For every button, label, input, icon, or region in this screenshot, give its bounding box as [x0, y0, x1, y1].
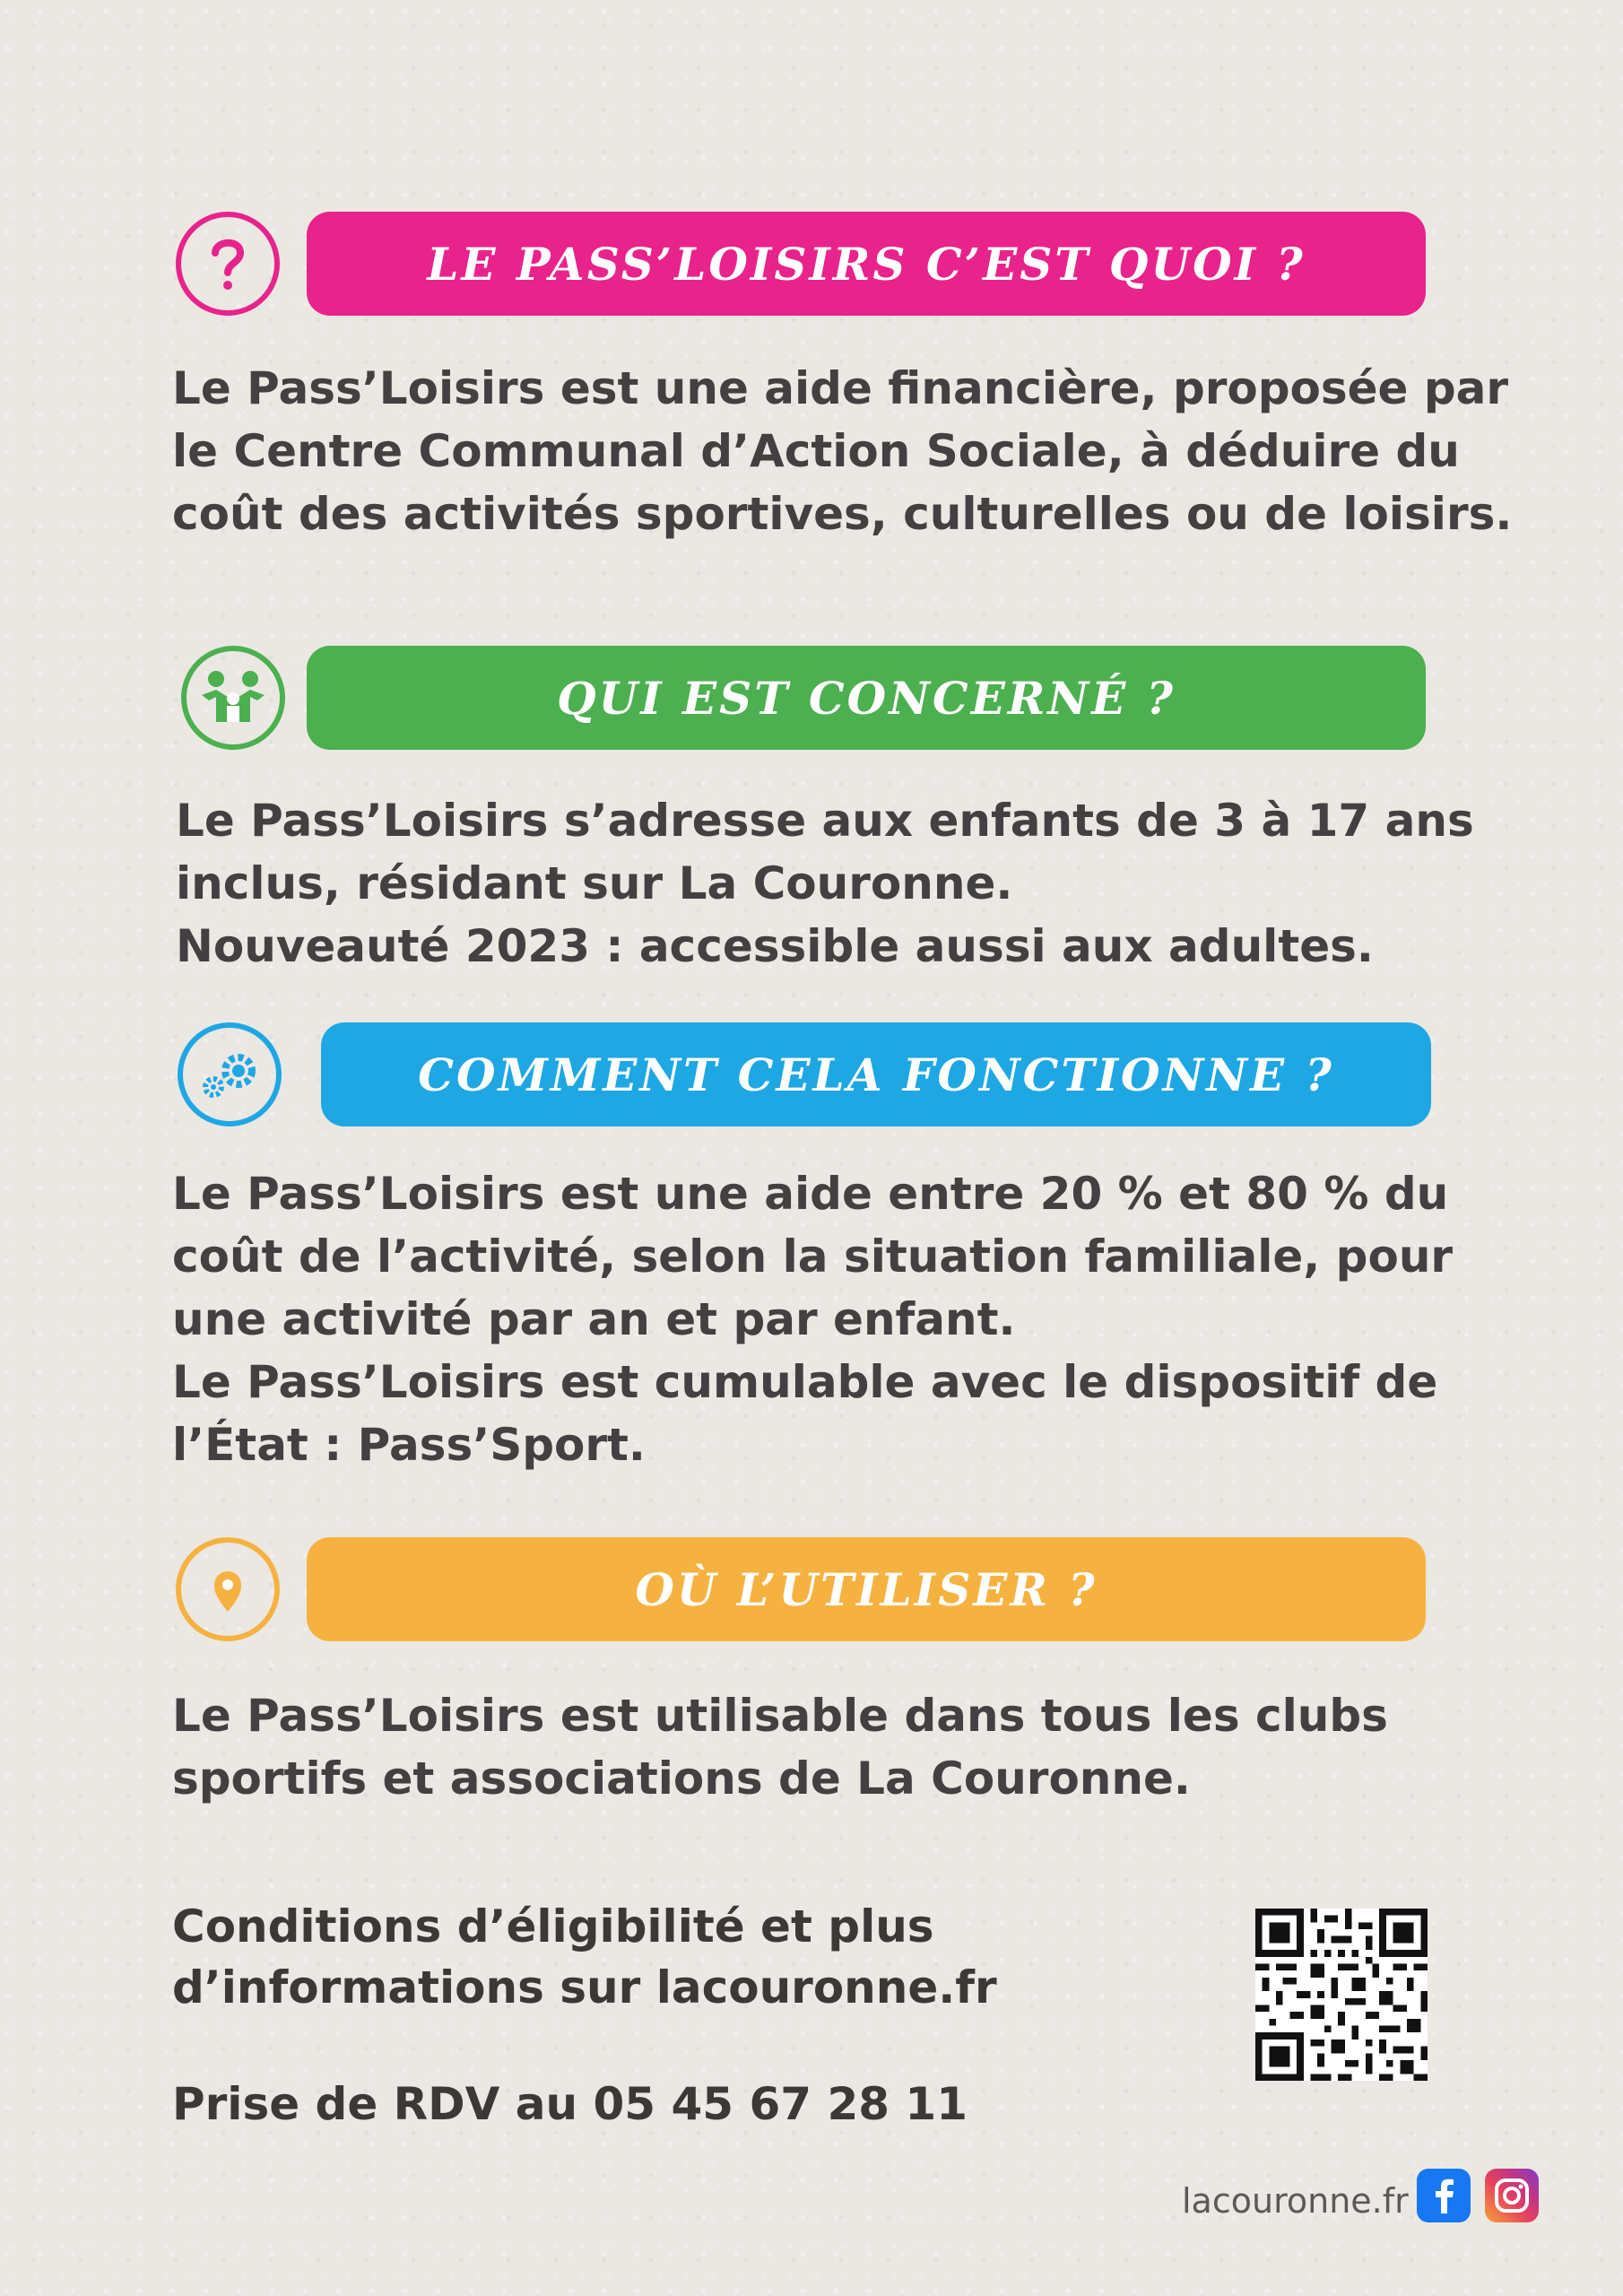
text-line: l’État : Pass’Sport. [172, 1419, 646, 1471]
text-line: sportifs et associations de La Couronne. [172, 1752, 1191, 1805]
text-line: le Centre Communal d’Action Sociale, à déduire du [172, 425, 1460, 477]
appointment-phone: Prise de RDV au 05 45 67 28 11 [172, 2078, 968, 2130]
question-mark-icon [192, 228, 264, 300]
text-line: Le Pass’Loisirs est cumulable avec le dispositif de [172, 1356, 1438, 1408]
text-line: inclus, résidant sur La Couronne. [176, 857, 1013, 909]
section-title: QUI EST CONCERNÉ ? [307, 646, 1426, 750]
section-text [172, 1684, 1445, 1810]
section-title: COMMENT CELA FONCTIONNE ? [321, 1022, 1431, 1126]
gears-badge [178, 1022, 282, 1126]
text-line: Le Pass’Loisirs s’adresse aux enfants de 3 à 17 ans [176, 795, 1474, 847]
family-icon [195, 659, 272, 736]
section-title: LE PASS’LOISIRS C’EST QUOI ? [307, 212, 1426, 316]
question-badge [176, 212, 280, 316]
text-line: Le Pass’Loisirs est une aide entre 20 % et 80 % du [172, 1168, 1449, 1220]
text-line: Le Pass’Loisirs est utilisable dans tous les clubs [172, 1690, 1388, 1742]
section-text [172, 357, 1513, 545]
text-line: Nouveauté 2023 : accessible aussi aux adultes. [176, 920, 1374, 972]
info-line: d’informations sur lacouronne.fr [172, 1961, 997, 2013]
section-title: OÙ L’UTILISER ? [307, 1537, 1426, 1641]
location-pin-icon [196, 1558, 259, 1621]
instagram-icon[interactable] [1485, 2169, 1539, 2222]
eligibility-info [172, 1896, 997, 2018]
facebook-icon[interactable] [1417, 2169, 1471, 2222]
gears-icon [194, 1039, 265, 1110]
text-line: coût de l’activité, selon la situation familiale, pour [172, 1231, 1454, 1283]
section-text [176, 789, 1474, 978]
text-line: une activité par an et par enfant. [172, 1293, 1016, 1345]
section-text [172, 1162, 1454, 1476]
text-line: coût des activités sportives, culturelles ou de loisirs. [172, 488, 1513, 540]
location-badge [176, 1537, 280, 1641]
info-line: Conditions d’éligibilité et plus [172, 1900, 934, 1952]
website-link[interactable]: lacouronne.fr [1182, 2181, 1409, 2221]
text-line: Le Pass’Loisirs est une aide financière, proposée par [172, 362, 1509, 414]
qr-code-icon[interactable] [1255, 1909, 1428, 2081]
family-badge [181, 646, 285, 750]
